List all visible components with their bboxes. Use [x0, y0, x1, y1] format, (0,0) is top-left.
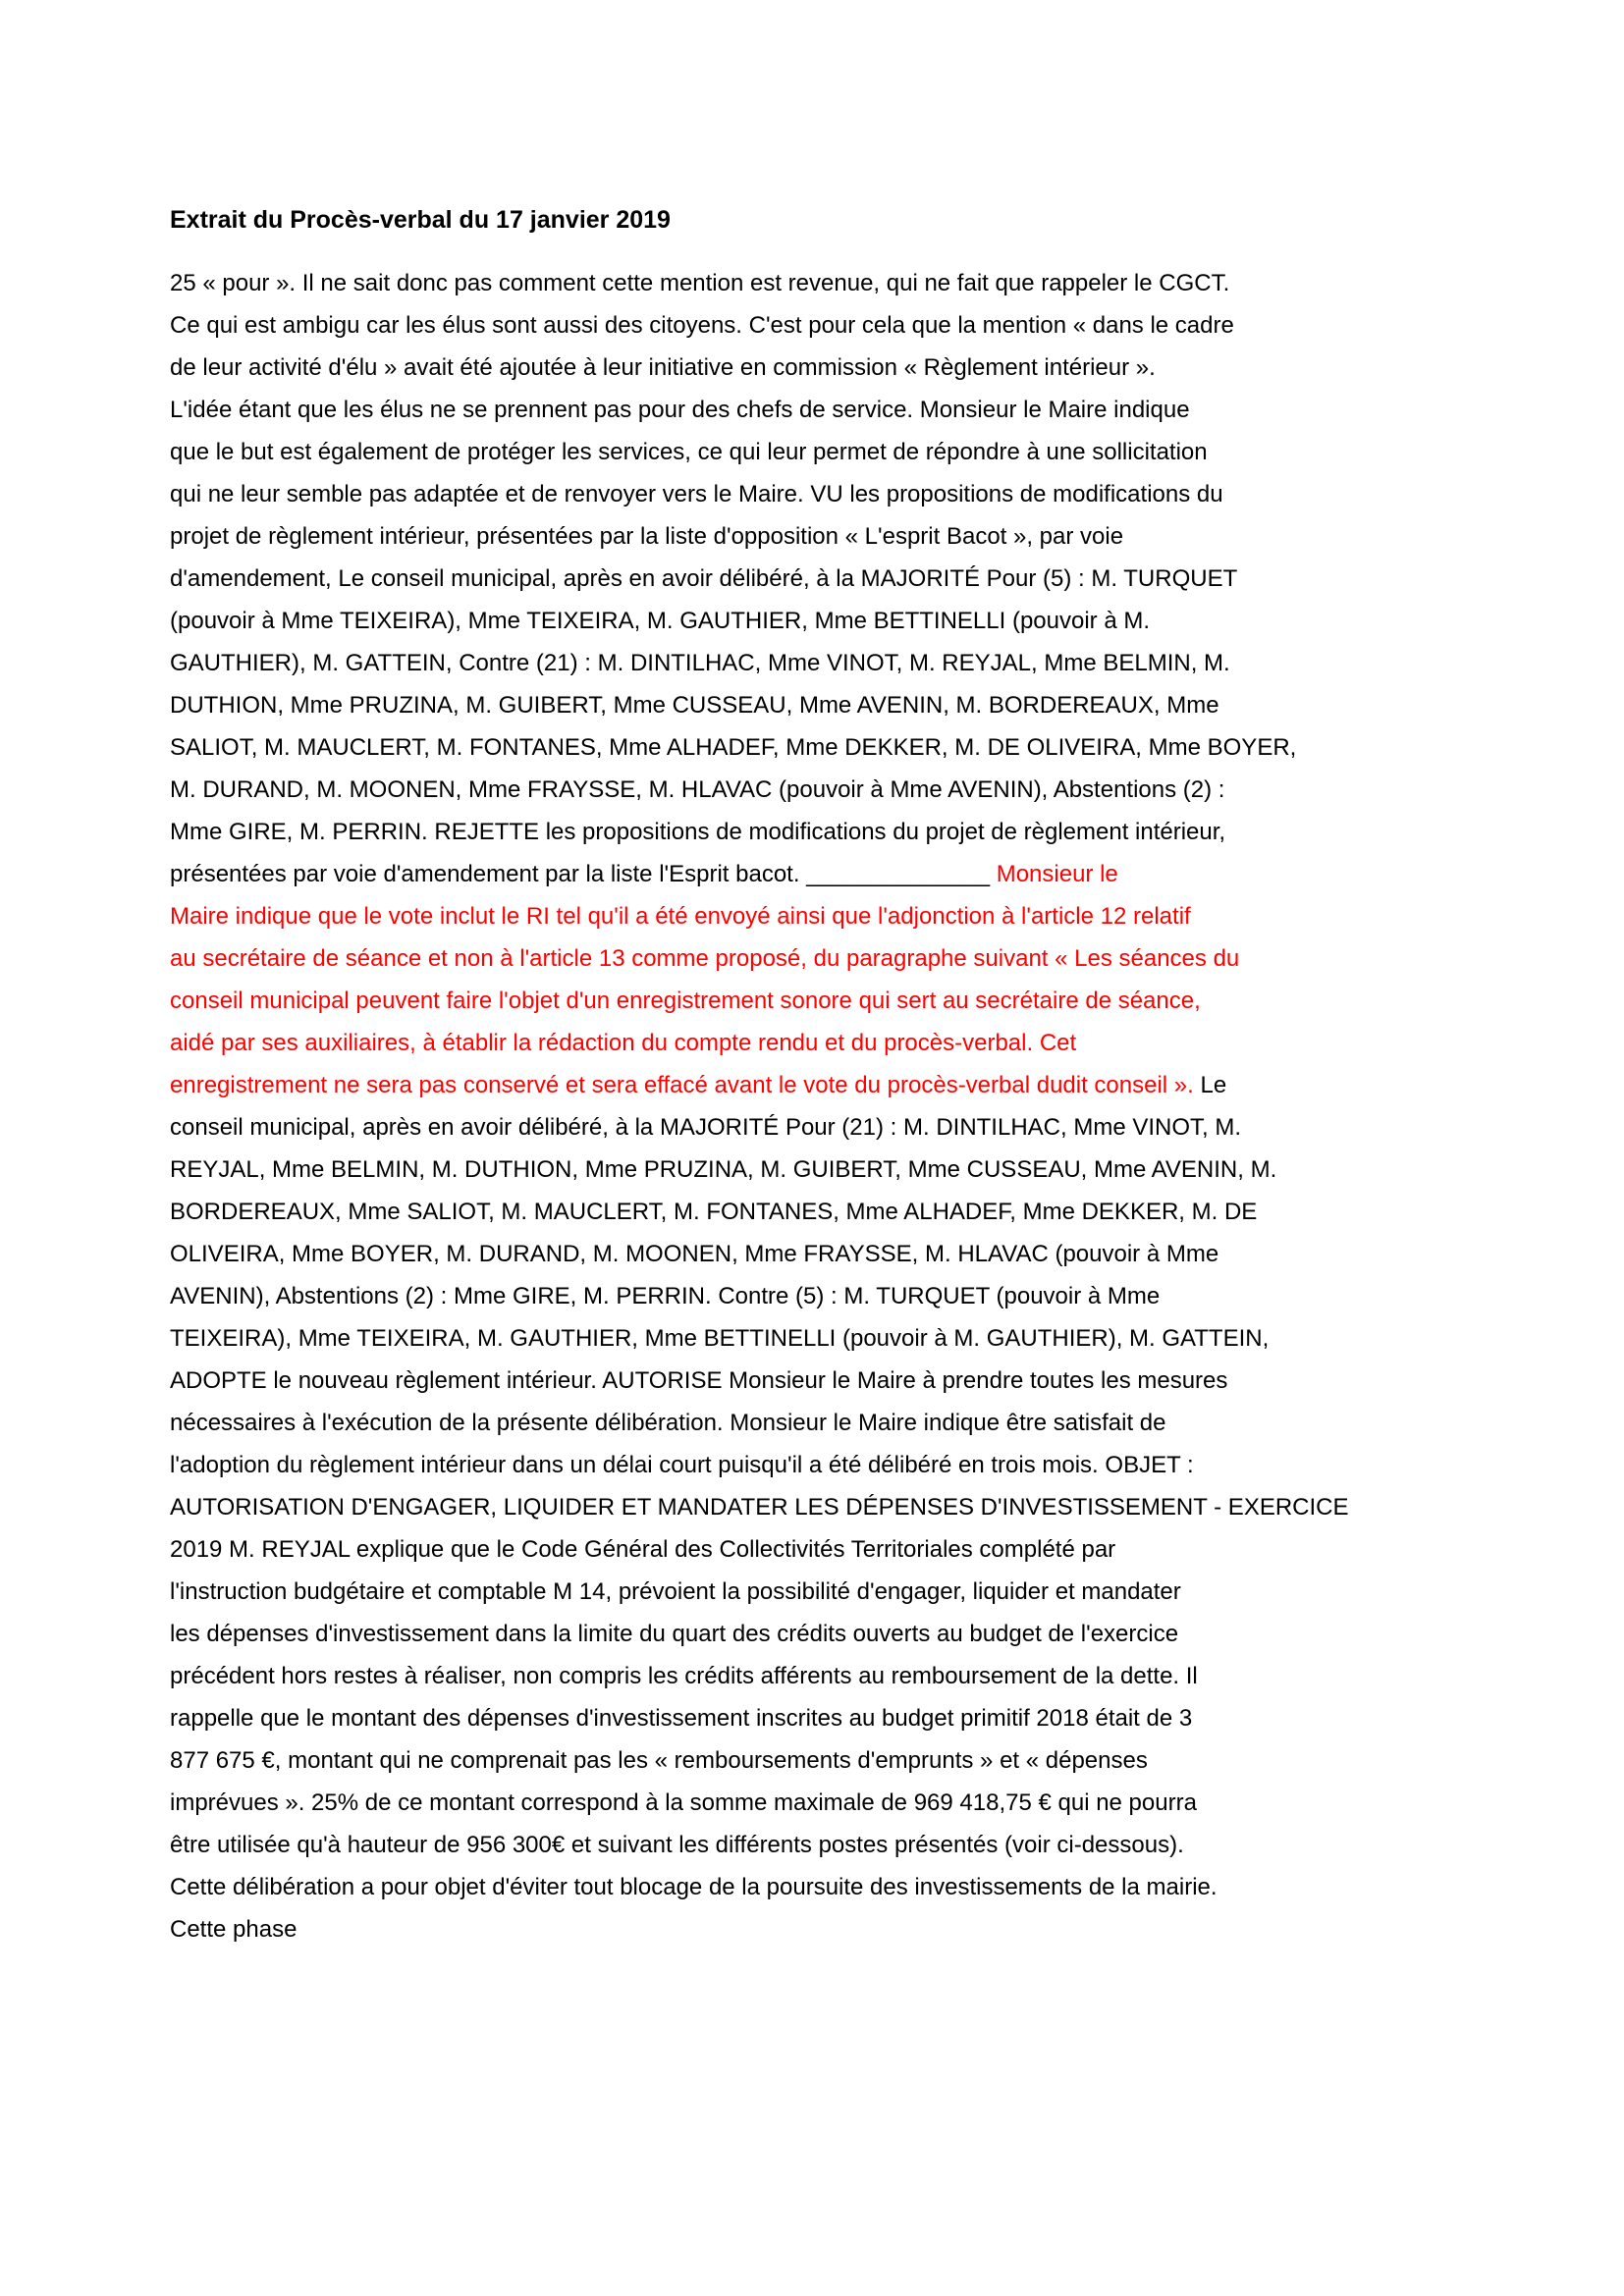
text-line	[170, 853, 1476, 895]
text-run: l'instruction budgétaire et comptable M 14, prévoient la possibilité d'engager, liquider et mandater	[170, 1578, 1181, 1605]
text-line	[170, 304, 1476, 347]
text-line	[170, 1613, 1476, 1655]
text-run: imprévues ». 25% de ce montant correspond à la somme maximale de 969 418,75 € qui ne pourra	[170, 1789, 1197, 1816]
text-run: AVENIN), Abstentions (2) : Mme GIRE, M. PERRIN. Contre (5) : M. TURQUET (pouvoir à Mme	[170, 1283, 1161, 1309]
red-text-run: Maire indique que le vote inclut le RI tel qu'il a été envoyé ainsi que l'adjonction à l'article 12 relatif	[170, 903, 1191, 930]
text-line	[170, 1148, 1476, 1191]
text-run: Mme GIRE, M. PERRIN. REJETTE les propositions de modifications du projet de règlement intérieur,	[170, 819, 1226, 845]
text-run: projet de règlement intérieur, présentées par la liste d'opposition « L'esprit Bacot », par voie	[170, 523, 1124, 550]
document-title: Extrait du Procès-verbal du 17 janvier 2019	[170, 206, 671, 234]
text-run: BORDEREAUX, Mme SALIOT, M. MAUCLERT, M. FONTANES, Mme ALHADEF, Mme DEKKER, M. DE	[170, 1199, 1258, 1225]
text-run: OLIVEIRA, Mme BOYER, M. DURAND, M. MOONEN, Mme FRAYSSE, M. HLAVAC (pouvoir à Mme	[170, 1241, 1219, 1267]
text-line	[170, 431, 1476, 473]
text-line	[170, 642, 1476, 684]
text-line	[170, 389, 1476, 431]
text-run: Le	[1193, 1072, 1227, 1098]
text-line	[170, 1655, 1476, 1697]
text-line	[170, 1824, 1476, 1866]
document-body	[170, 262, 1476, 1950]
text-run: ADOPTE le nouveau règlement intérieur. AUTORISE Monsieur le Maire à prendre toutes les mesures	[170, 1367, 1228, 1394]
text-line	[170, 1571, 1476, 1613]
text-line	[170, 684, 1476, 726]
text-line	[170, 1697, 1476, 1739]
text-run: présentées par voie d'amendement par la liste l'Esprit bacot. ______________	[170, 861, 997, 887]
text-run: 2019 M. REYJAL explique que le Code Général des Collectivités Territoriales complété par	[170, 1536, 1116, 1563]
text-run: l'adoption du règlement intérieur dans un délai court puisqu'il a été délibéré en trois mois. OBJET :	[170, 1452, 1194, 1478]
text-run: qui ne leur semble pas adaptée et de renvoyer vers le Maire. VU les propositions de modifications du	[170, 481, 1223, 507]
text-run: de leur activité d'élu » avait été ajoutée à leur initiative en commission « Règlement intérieur ».	[170, 354, 1156, 381]
text-line	[170, 473, 1476, 515]
text-line	[170, 1739, 1476, 1782]
text-run: (pouvoir à Mme TEIXEIRA), Mme TEIXEIRA, M. GAUTHIER, Mme BETTINELLI (pouvoir à M.	[170, 608, 1151, 634]
text-run: Ce qui est ambigu car les élus sont aussi des citoyens. C'est pour cela que la mention « dans le cadre	[170, 312, 1234, 339]
text-run: M. DURAND, M. MOONEN, Mme FRAYSSE, M. HLAVAC (pouvoir à Mme AVENIN), Abstentions (2) :	[170, 776, 1225, 803]
text-line	[170, 600, 1476, 642]
text-run: être utilisée qu'à hauteur de 956 300€ et suivant les différents postes présentés (voir ci-dessous).	[170, 1832, 1184, 1858]
red-text-run: au secrétaire de séance et non à l'article 13 comme proposé, du paragraphe suivant « Les séances du	[170, 945, 1240, 972]
text-line	[170, 262, 1476, 304]
text-line	[170, 980, 1476, 1022]
text-run: TEIXEIRA), Mme TEIXEIRA, M. GAUTHIER, Mme BETTINELLI (pouvoir à M. GAUTHIER), M. GATTEIN,	[170, 1325, 1270, 1352]
text-line	[170, 1866, 1476, 1908]
text-line	[170, 895, 1476, 937]
text-run: Cette délibération a pour objet d'éviter tout blocage de la poursuite des investissements de la mairie.	[170, 1874, 1218, 1900]
text-line	[170, 937, 1476, 980]
text-line	[170, 347, 1476, 389]
text-line	[170, 515, 1476, 558]
text-line	[170, 1317, 1476, 1360]
text-line	[170, 1402, 1476, 1444]
red-text-run: aidé par ses auxiliaires, à établir la rédaction du compte rendu et du procès-verbal. Cet	[170, 1030, 1077, 1056]
red-text-run: conseil municipal peuvent faire l'objet d'un enregistrement sonore qui sert au secrétaire de séance,	[170, 988, 1201, 1014]
text-line	[170, 1528, 1476, 1571]
text-run: REYJAL, Mme BELMIN, M. DUTHION, Mme PRUZINA, M. GUIBERT, Mme CUSSEAU, Mme AVENIN, M.	[170, 1156, 1277, 1183]
text-run: précédent hors restes à réaliser, non compris les crédits afférents au remboursement de la dette. Il	[170, 1663, 1198, 1689]
red-text-run: enregistrement ne sera pas conservé et sera effacé avant le vote du procès-verbal dudit conseil ».	[170, 1072, 1194, 1098]
document-content	[170, 199, 1476, 1950]
text-run: 877 675 €, montant qui ne comprenait pas les « remboursements d'emprunts » et « dépenses	[170, 1747, 1148, 1774]
text-line	[170, 1908, 1476, 1950]
text-line	[170, 1486, 1476, 1528]
text-line	[170, 558, 1476, 600]
text-run: DUTHION, Mme PRUZINA, M. GUIBERT, Mme CUSSEAU, Mme AVENIN, M. BORDEREAUX, Mme	[170, 692, 1219, 719]
text-line	[170, 1064, 1476, 1106]
text-run: les dépenses d'investissement dans la limite du quart des crédits ouverts au budget de l'exercice	[170, 1621, 1179, 1647]
text-run: d'amendement, Le conseil municipal, après en avoir délibéré, à la MAJORITÉ Pour (5) : M. TURQUET	[170, 565, 1238, 592]
text-line	[170, 1233, 1476, 1275]
text-run: SALIOT, M. MAUCLERT, M. FONTANES, Mme ALHADEF, Mme DEKKER, M. DE OLIVEIRA, Mme BOYER,	[170, 734, 1297, 761]
text-line	[170, 726, 1476, 769]
text-line	[170, 1022, 1476, 1064]
text-line	[170, 811, 1476, 853]
text-run: Cette phase	[170, 1916, 298, 1943]
text-line	[170, 1444, 1476, 1486]
text-line	[170, 769, 1476, 811]
text-run: conseil municipal, après en avoir délibéré, à la MAJORITÉ Pour (21) : M. DINTILHAC, Mme VINOT, M.	[170, 1114, 1242, 1141]
text-run: nécessaires à l'exécution de la présente délibération. Monsieur le Maire indique être satisfait de	[170, 1410, 1166, 1436]
text-run: 25 « pour ». Il ne sait donc pas comment cette mention est revenue, qui ne fait que rappeler le CGCT.	[170, 270, 1230, 296]
text-line	[170, 1782, 1476, 1824]
text-line	[170, 1106, 1476, 1148]
text-run: L'idée étant que les élus ne se prennent pas pour des chefs de service. Monsieur le Maire indique	[170, 397, 1190, 423]
text-line	[170, 1360, 1476, 1402]
text-run: rappelle que le montant des dépenses d'investissement inscrites au budget primitif 2018 était de 3	[170, 1705, 1193, 1732]
text-line	[170, 1275, 1476, 1317]
red-text-run: Monsieur le	[996, 861, 1118, 887]
text-line	[170, 1191, 1476, 1233]
text-run: que le but est également de protéger les services, ce qui leur permet de répondre à une sollicitation	[170, 439, 1208, 465]
text-run: GAUTHIER), M. GATTEIN, Contre (21) : M. DINTILHAC, Mme VINOT, M. REYJAL, Mme BELMIN, M.	[170, 650, 1230, 676]
text-run: AUTORISATION D'ENGAGER, LIQUIDER ET MANDATER LES DÉPENSES D'INVESTISSEMENT - EXERCICE	[170, 1494, 1349, 1521]
